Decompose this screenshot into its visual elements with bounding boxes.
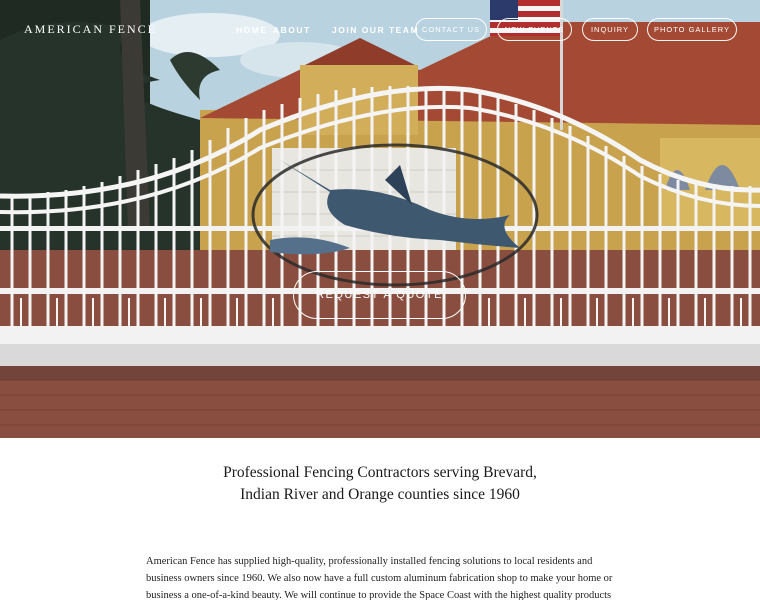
nav-new-events-button[interactable]: NEW EVENTS [497, 18, 572, 41]
intro-paragraph: American Fence has supplied high-quality, professionally installed fencing solutions to local residents and business owners since 1960. We also now have a full custom aluminum fabrication shop to make your home or business a one-of-a-kind beauty. We will continue to provide the Space Coast with the highest quality products [146, 556, 613, 600]
nav-home[interactable]: HOME [236, 25, 268, 35]
nav-about[interactable]: ABOUT [273, 25, 311, 35]
site-logo[interactable]: AMERICAN FENCE [24, 22, 158, 36]
nav-join-our-team[interactable]: JOIN OUR TEAM [332, 25, 420, 35]
page-headline: Professional Fencing Contractors serving Brevard, Indian River and Orange counties since 1960 [223, 464, 537, 503]
nav-photo-gallery-button[interactable]: PHOTO GALLERY [647, 18, 737, 41]
nav-contact-us-button[interactable]: CONTACT US [415, 18, 487, 41]
nav-inquiry-button[interactable]: INQUIRY [582, 18, 638, 41]
request-a-quote-button[interactable]: REQUEST A QUOTE [293, 271, 466, 319]
